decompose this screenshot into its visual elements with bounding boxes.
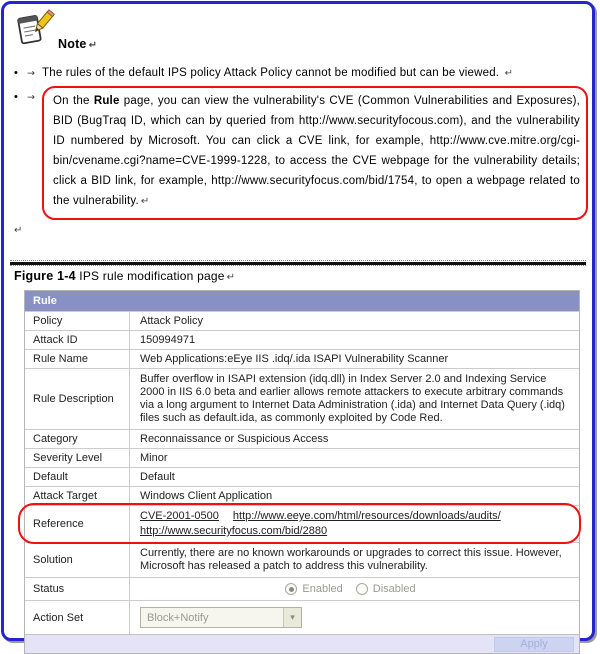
reference-links <box>130 506 579 542</box>
figure-caption <box>14 269 588 283</box>
rule-word-bold: Rule <box>93 95 120 107</box>
enabled-radio-label: Enabled <box>302 583 343 595</box>
section-divider <box>10 260 586 267</box>
table-row-rule-name <box>25 349 579 368</box>
row-label: Default <box>25 468 130 486</box>
row-value: Minor <box>140 452 168 464</box>
row-value: Buffer overflow in ISAPI extension (idq.dll) in Index Server 2.0 and Indexing Service 2000 in IIS 6.0 beta and earlier allows remote attackers to execute arbitrary commands via a long argument to Internet Data Administration (.ida) and Internet Data Query (.idq) files such as default.ida, as commonly exploited by Code Red. <box>140 373 565 424</box>
bullet-icon: • <box>14 91 19 103</box>
table-row-reference <box>25 505 579 542</box>
table-row-category <box>25 429 579 448</box>
paragraph-mark: ↵ <box>88 40 98 51</box>
paragraph-mark: ↵ <box>140 196 150 207</box>
row-label: Category <box>25 430 130 448</box>
table-row-solution <box>25 542 579 577</box>
table-row-severity-level <box>25 448 579 467</box>
note-bullet-2-text: On the <box>53 95 94 107</box>
paragraph-mark: ↵ <box>226 272 236 283</box>
disabled-radio-label: Disabled <box>372 583 416 595</box>
row-label: Attack ID <box>25 331 130 349</box>
table-row-action-set <box>25 600 579 634</box>
table-row-rule-description <box>25 368 579 429</box>
row-value: Default <box>140 471 175 483</box>
cve-link[interactable]: CVE-2001-0500 <box>140 510 219 522</box>
eeye-link[interactable]: http://www.eeye.com/html/resources/downloads/audits/ <box>232 510 501 522</box>
table-row-attack-id <box>25 330 579 349</box>
table-row-attack-target <box>25 486 579 505</box>
row-value <box>130 601 579 634</box>
securityfocus-link[interactable]: http://www.securityfocus.com/bid/2880 <box>140 525 328 537</box>
table-header-rule: Rule <box>25 291 579 311</box>
apply-button[interactable]: Apply <box>494 637 574 652</box>
figure-title: IPS rule modification page <box>75 269 225 283</box>
note-title: Note ↵ <box>58 37 98 51</box>
empty-paragraph-mark: ↵ <box>14 225 23 236</box>
document-page <box>1 1 595 650</box>
ips-rule-table <box>24 290 580 654</box>
row-value: Windows Client Application <box>140 490 273 502</box>
row-label: Status <box>25 578 130 600</box>
paragraph-mark: ↵ <box>504 68 514 79</box>
action-set-select[interactable] <box>140 607 302 628</box>
enabled-radio[interactable] <box>285 583 297 595</box>
row-value: Web Applications:eEye IIS .idq/.ida ISAPI Vulnerability Scanner <box>140 353 449 365</box>
note-bullet-1 <box>14 66 588 81</box>
table-row-default <box>25 467 579 486</box>
figure-label: Figure 1-4 <box>14 269 76 283</box>
row-label: Attack Target <box>25 487 130 505</box>
row-label: Action Set <box>25 601 130 634</box>
note-header <box>16 17 588 51</box>
table-row-policy <box>25 311 579 330</box>
row-label: Rule Description <box>25 369 130 429</box>
bullet-icon: • <box>14 67 19 79</box>
tab-arrow-icon: → <box>27 68 36 79</box>
row-value: Currently, there are no known workarounds or upgrades to correct this issue. However, Microsoft has released a patch to address this vulnerability. <box>140 547 562 572</box>
disabled-radio[interactable] <box>356 583 368 595</box>
cve-note-highlight-box: On the Rule page, you can view the vulnerability's CVE (Common Vulnerabilities and Exposures), BID (BugTraq ID, which can by queried from http://www.securityfocous.com), and the vulnerability ID numbered by Microsoft. You can click a CVE link, for example, http://www.cve.mitre.org/cgi-bin/cvename.cgi?name=CVE-1999-1228, to access the CVE webpage for the vulnerability details; click a BID link, for example, http://www.securityfocus.com/bid/1754, to open a webpage related to the vulnerability. ↵ <box>42 86 588 220</box>
row-label: Policy <box>25 312 130 330</box>
row-value: Reconnaissance or Suspicious Access <box>140 433 329 445</box>
row-label: Solution <box>25 543 130 577</box>
table-row-status <box>25 577 579 600</box>
row-value: Attack Policy <box>140 315 203 327</box>
row-label: Rule Name <box>25 350 130 368</box>
note-icon <box>16 12 52 51</box>
note-bullet-2 <box>14 90 588 220</box>
row-label: Severity Level <box>25 449 130 467</box>
status-options <box>130 578 579 600</box>
tab-arrow-icon: → <box>27 92 36 103</box>
row-value: 150994971 <box>140 334 196 346</box>
table-footer-bar <box>25 634 579 653</box>
note-bullet-1-text: The rules of the default IPS policy Attack Policy cannot be modified but can be viewed. ↵ <box>42 67 514 79</box>
row-label: Reference <box>25 506 130 542</box>
action-set-value: Block+Notify <box>147 611 209 624</box>
chevron-down-icon[interactable]: ▾ <box>283 608 301 627</box>
